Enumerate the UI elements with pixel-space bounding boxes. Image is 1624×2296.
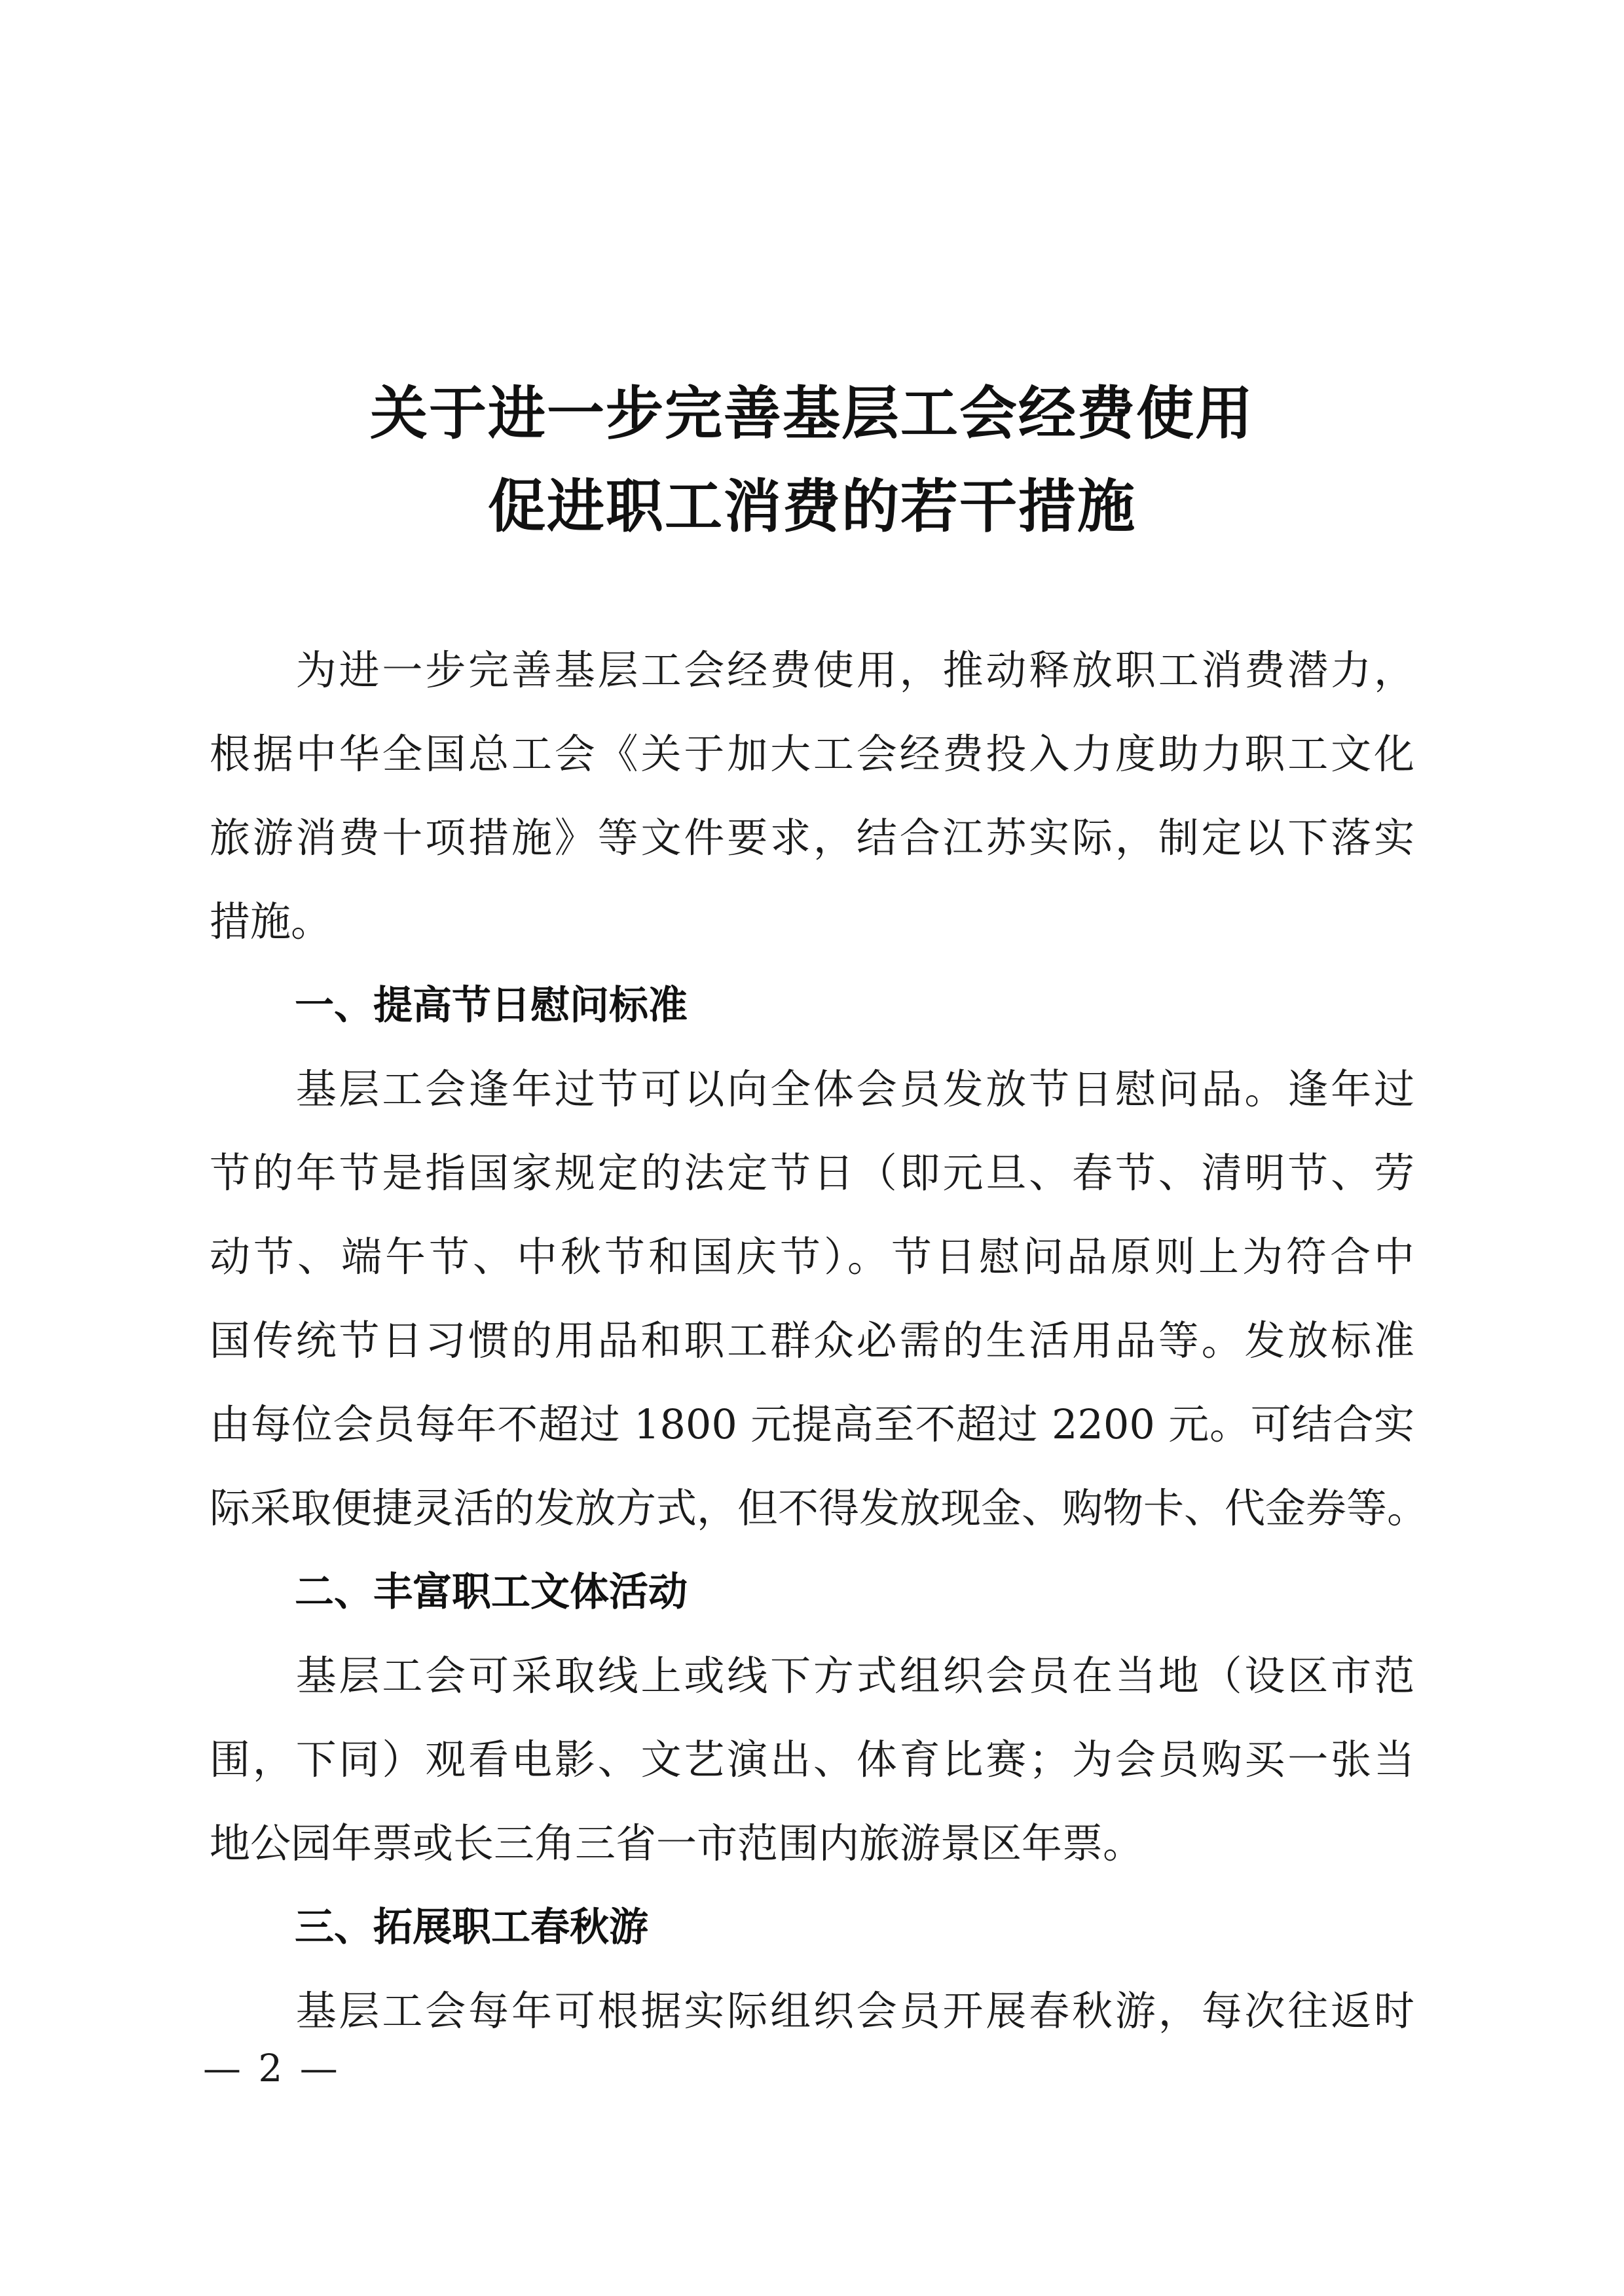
document-title-line-2: 促进职工消费的若干措施 xyxy=(487,472,1136,540)
paragraph-line: 根据中华全国总工会《关于加大工会经费投入力度助力职工文化 xyxy=(210,730,1414,778)
document-title-line-1: 关于进一步完善基层工会经费使用 xyxy=(369,379,1254,447)
section-2-paragraph xyxy=(210,1634,1414,1886)
paragraph-line: 国传统节日习惯的用品和职工群众必需的生活用品等。发放标准 xyxy=(210,1317,1414,1364)
paragraph-line: 动节、端午节、中秋节和国庆节）。节日慰问品原则上为符合中 xyxy=(210,1233,1414,1281)
paragraph-line: 际采取便捷灵活的发放方式，但不得发放现金、购物卡、代金券等。 xyxy=(210,1484,1428,1532)
section-3-paragraph xyxy=(210,1969,1414,2053)
paragraph-line: 节的年节是指国家规定的法定节日（即元旦、春节、清明节、劳 xyxy=(210,1149,1414,1197)
paragraph-line: 基层工会逢年过节可以向全体会员发放节日慰问品。逢年过 xyxy=(210,1065,1414,1113)
paragraph-line: 围，下同）观看电影、文艺演出、体育比赛；为会员购买一张当 xyxy=(210,1736,1414,1783)
paragraph-line: 基层工会可采取线上或线下方式组织会员在当地（设区市范 xyxy=(210,1652,1414,1700)
paragraph-line: 基层工会每年可根据实际组织会员开展春秋游，每次往返时 xyxy=(210,1987,1414,2035)
intro-paragraph xyxy=(210,629,1414,964)
section-heading-1: 一、提高节日慰问标准 xyxy=(295,983,688,1029)
section-heading-2: 二、丰富职工文体活动 xyxy=(295,1569,688,1615)
paragraph-line: 为进一步完善基层工会经费使用，推动释放职工消费潜力， xyxy=(210,646,1414,694)
paragraph-line: 由每位会员每年不超过 1800 元提高至不超过 2200 元。可结合实 xyxy=(210,1400,1414,1448)
paragraph-line: 旅游消费十项措施》等文件要求，结合江苏实际，制定以下落实 xyxy=(210,814,1414,862)
paragraph-line: 地公园年票或长三角三省一市范围内旅游景区年票。 xyxy=(210,1819,1144,1867)
paragraph-line: 措施。 xyxy=(210,898,332,945)
section-1-paragraph xyxy=(210,1048,1428,1550)
page-number: — 2 — xyxy=(203,2046,341,2090)
section-heading-3: 三、拓展职工春秋游 xyxy=(295,1904,648,1950)
